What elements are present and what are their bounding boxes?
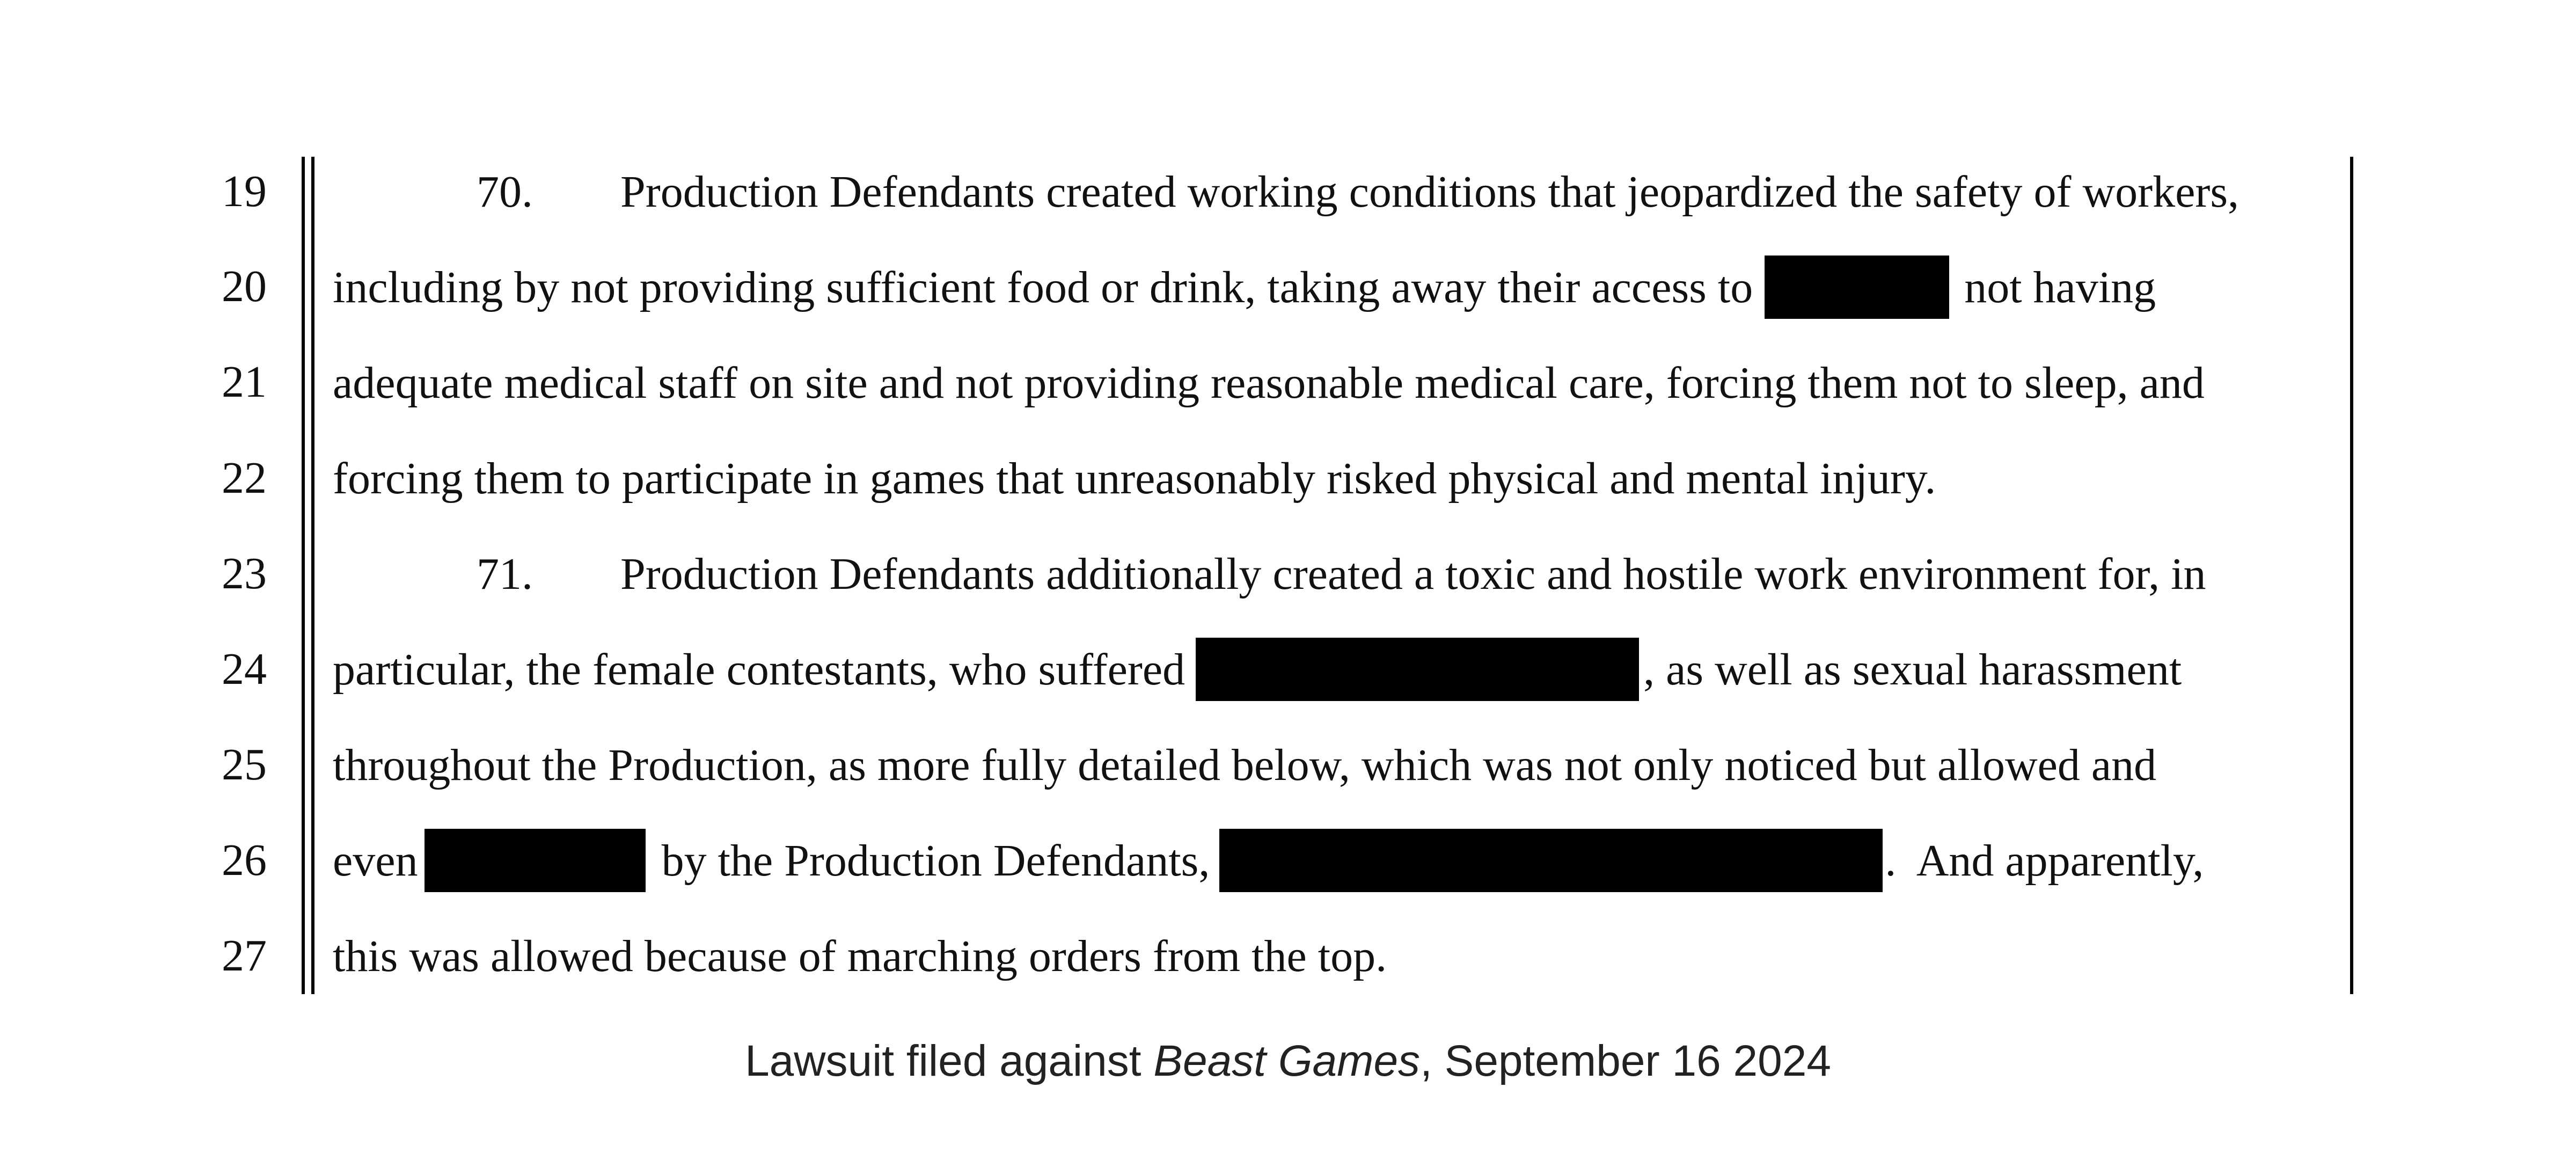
- line-number: 23: [222, 549, 267, 599]
- paragraph-text: not having: [1964, 262, 2156, 312]
- paragraph-text: including by not providing sufficient food or drink, taking away their access to: [333, 262, 1753, 312]
- paragraph-text: Production Defendants additionally created a toxic and hostile work environment for, in: [620, 549, 2206, 599]
- paragraph-71-line-1: [333, 542, 2368, 606]
- line-number: 24: [222, 644, 267, 694]
- paragraph-text: forcing them to participate in games that unreasonably risked physical and mental injury.: [333, 453, 1936, 503]
- paragraph-71-line-4: [333, 828, 2368, 893]
- caption-prefix: Lawsuit filed against: [745, 1037, 1154, 1085]
- paragraph-71-line-3: [333, 733, 2368, 797]
- paragraph-text: . And apparently,: [1885, 835, 2204, 886]
- redaction-block: [1196, 638, 1639, 701]
- redaction-block: [425, 829, 646, 892]
- paragraph-text: even: [333, 835, 418, 886]
- paragraph-71-line-2: [333, 637, 2368, 702]
- left-margin-rule-outer: [302, 157, 305, 994]
- paragraph-text: by the Production Defendants,: [661, 835, 1210, 886]
- paragraph-70-line-2: [333, 255, 2368, 319]
- image-caption: [0, 1036, 2576, 1086]
- paragraph-text: this was allowed because of marching orders from the top.: [333, 931, 1387, 981]
- line-number: 26: [222, 835, 267, 885]
- paragraph-70-line-4: [333, 446, 2368, 510]
- paragraph-text: throughout the Production, as more fully detailed below, which was not only noticed but allowed and: [333, 740, 2157, 790]
- line-number: 27: [222, 931, 267, 981]
- line-number: 21: [222, 357, 267, 407]
- redaction-block: [1219, 829, 1883, 892]
- paragraph-71-line-5: [333, 924, 2368, 988]
- caption-suffix: , September 16 2024: [1420, 1037, 1831, 1085]
- line-number: 20: [222, 261, 267, 311]
- left-margin-rule-inner: [311, 157, 314, 994]
- paragraph-number: 70.: [477, 166, 533, 217]
- paragraph-number: 71.: [477, 549, 533, 599]
- paragraph-70-line-3: [333, 351, 2368, 415]
- line-number: 22: [222, 453, 267, 503]
- paragraph-text: Production Defendants created working conditions that jeopardized the safety of workers,: [620, 166, 2240, 217]
- line-number: 25: [222, 740, 267, 790]
- line-number: 19: [222, 166, 267, 216]
- paragraph-text: particular, the female contestants, who suffered: [333, 644, 1185, 695]
- paragraph-70-line-1: [333, 159, 2368, 224]
- paragraph-text: adequate medical staff on site and not providing reasonable medical care, forcing them not to sleep, and: [333, 357, 2205, 408]
- redaction-block: [1765, 256, 1949, 319]
- caption-title: Beast Games: [1153, 1037, 1421, 1085]
- paragraph-text: , as well as sexual harassment: [1643, 644, 2182, 695]
